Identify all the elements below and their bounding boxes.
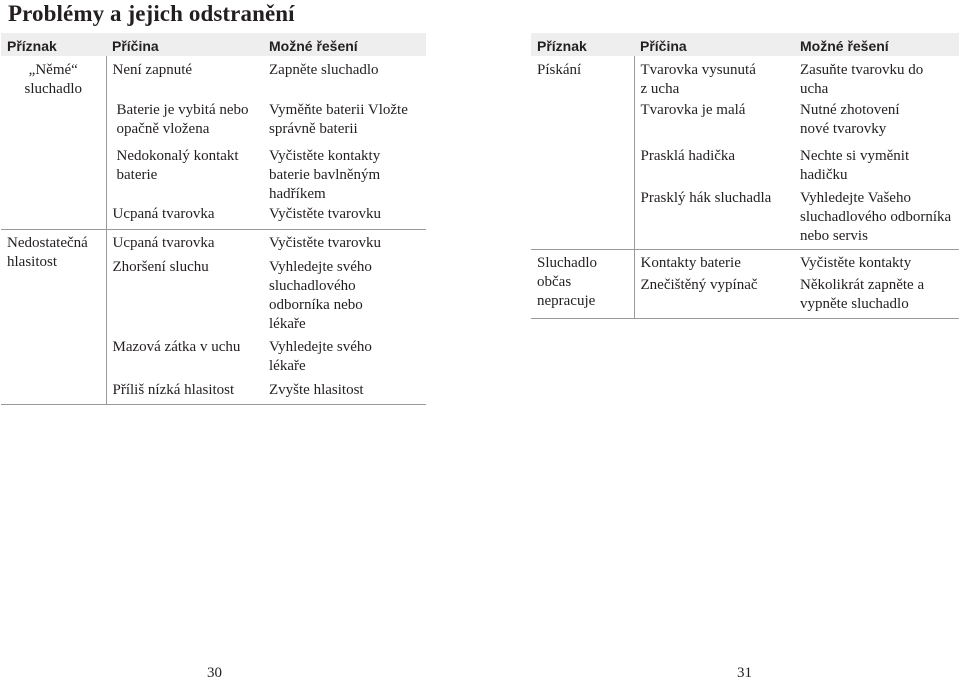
cause-cell: Baterie je vybitá nebo opačně vložena bbox=[116, 102, 249, 137]
cause-cell: Nedokonalý kontakt baterie bbox=[116, 148, 239, 183]
solution-cell: Vyčistěte kontakty baterie bavlněným hadříkem bbox=[269, 148, 381, 202]
table-row bbox=[531, 250, 959, 277]
solution-cell bbox=[263, 101, 426, 147]
cause-cell: Prasklá hadička bbox=[640, 148, 736, 164]
page-number-left: 30 bbox=[207, 665, 222, 681]
page-title: Problémy a jejich odstranění bbox=[8, 1, 295, 26]
solution-cell: Vyhledejte svého lékaře bbox=[269, 339, 372, 374]
symptom-cell: Sluchadlo občas nepracuje bbox=[531, 250, 634, 319]
solution-cell: Několikrát zapněte a vypněte sluchadlo bbox=[794, 276, 959, 319]
header-solution: Možné řešení bbox=[794, 33, 959, 56]
cause-cell: Mazová zátka v uchu bbox=[112, 339, 241, 355]
troubleshooting-table-left bbox=[1, 33, 426, 405]
header-symptom: Příznak bbox=[1, 33, 106, 56]
table-row bbox=[531, 56, 959, 101]
table-row bbox=[1, 230, 426, 259]
solution-cell: Vyčistěte kontakty bbox=[800, 255, 912, 271]
solution-cell: Vyhledejte Vašeho sluchadlového odborníka nebo servis bbox=[794, 189, 959, 250]
cause-cell: Není zapnuté bbox=[112, 62, 193, 78]
cause-cell: Ucpaná tvarovka bbox=[106, 205, 263, 230]
symptom-cell: Pískání bbox=[531, 56, 634, 250]
solution-cell: Vyhledejte svého sluchadlového odborníka nebo lékaře bbox=[269, 259, 372, 332]
solution-cell: Zapněte sluchadlo bbox=[269, 62, 379, 78]
solution-cell: Vyčistěte tvarovku bbox=[269, 235, 382, 251]
header-cause: Příčina bbox=[106, 33, 263, 56]
cause-cell: Tvarovka je malá bbox=[640, 102, 746, 118]
solution-cell: Vyčistěte tvarovku bbox=[263, 205, 426, 230]
cause-cell: Znečištěný vypínač bbox=[634, 276, 794, 319]
solution-cell: Nutné zhotovení nové tvarovky bbox=[800, 102, 900, 137]
cause-cell: Příliš nízká hlasitost bbox=[106, 381, 263, 405]
solution-cell: Zvyšte hlasitost bbox=[263, 381, 426, 405]
solution-cell: Zasuňte tvarovku do ucha bbox=[800, 62, 924, 97]
symptom-cell: Nedostatečná hlasitost bbox=[1, 230, 106, 405]
cause-cell: Ucpaná tvarovka bbox=[112, 235, 215, 251]
cause-cell: Tvarovka vysunutá z ucha bbox=[640, 62, 756, 97]
troubleshooting-table-right bbox=[531, 33, 959, 319]
cause-cell: Kontakty baterie bbox=[640, 255, 741, 271]
page-number-right: 31 bbox=[737, 665, 752, 681]
symptom-cell: „Němé“ sluchadlo bbox=[1, 56, 106, 230]
cause-cell: Zhoršení sluchu bbox=[112, 259, 209, 275]
solution-text: Vyměňte baterii Vložte správně baterii bbox=[269, 102, 408, 137]
table-header-row bbox=[1, 33, 426, 56]
solution-cell: Nechte si vyměnit hadičku bbox=[800, 148, 910, 183]
header-cause: Příčina bbox=[634, 33, 794, 56]
header-symptom: Příznak bbox=[531, 33, 634, 56]
header-solution: Možné řešení bbox=[263, 33, 426, 56]
table-row bbox=[1, 56, 426, 101]
cause-cell: Prasklý hák sluchadla bbox=[634, 189, 794, 250]
table-header-row bbox=[531, 33, 959, 56]
